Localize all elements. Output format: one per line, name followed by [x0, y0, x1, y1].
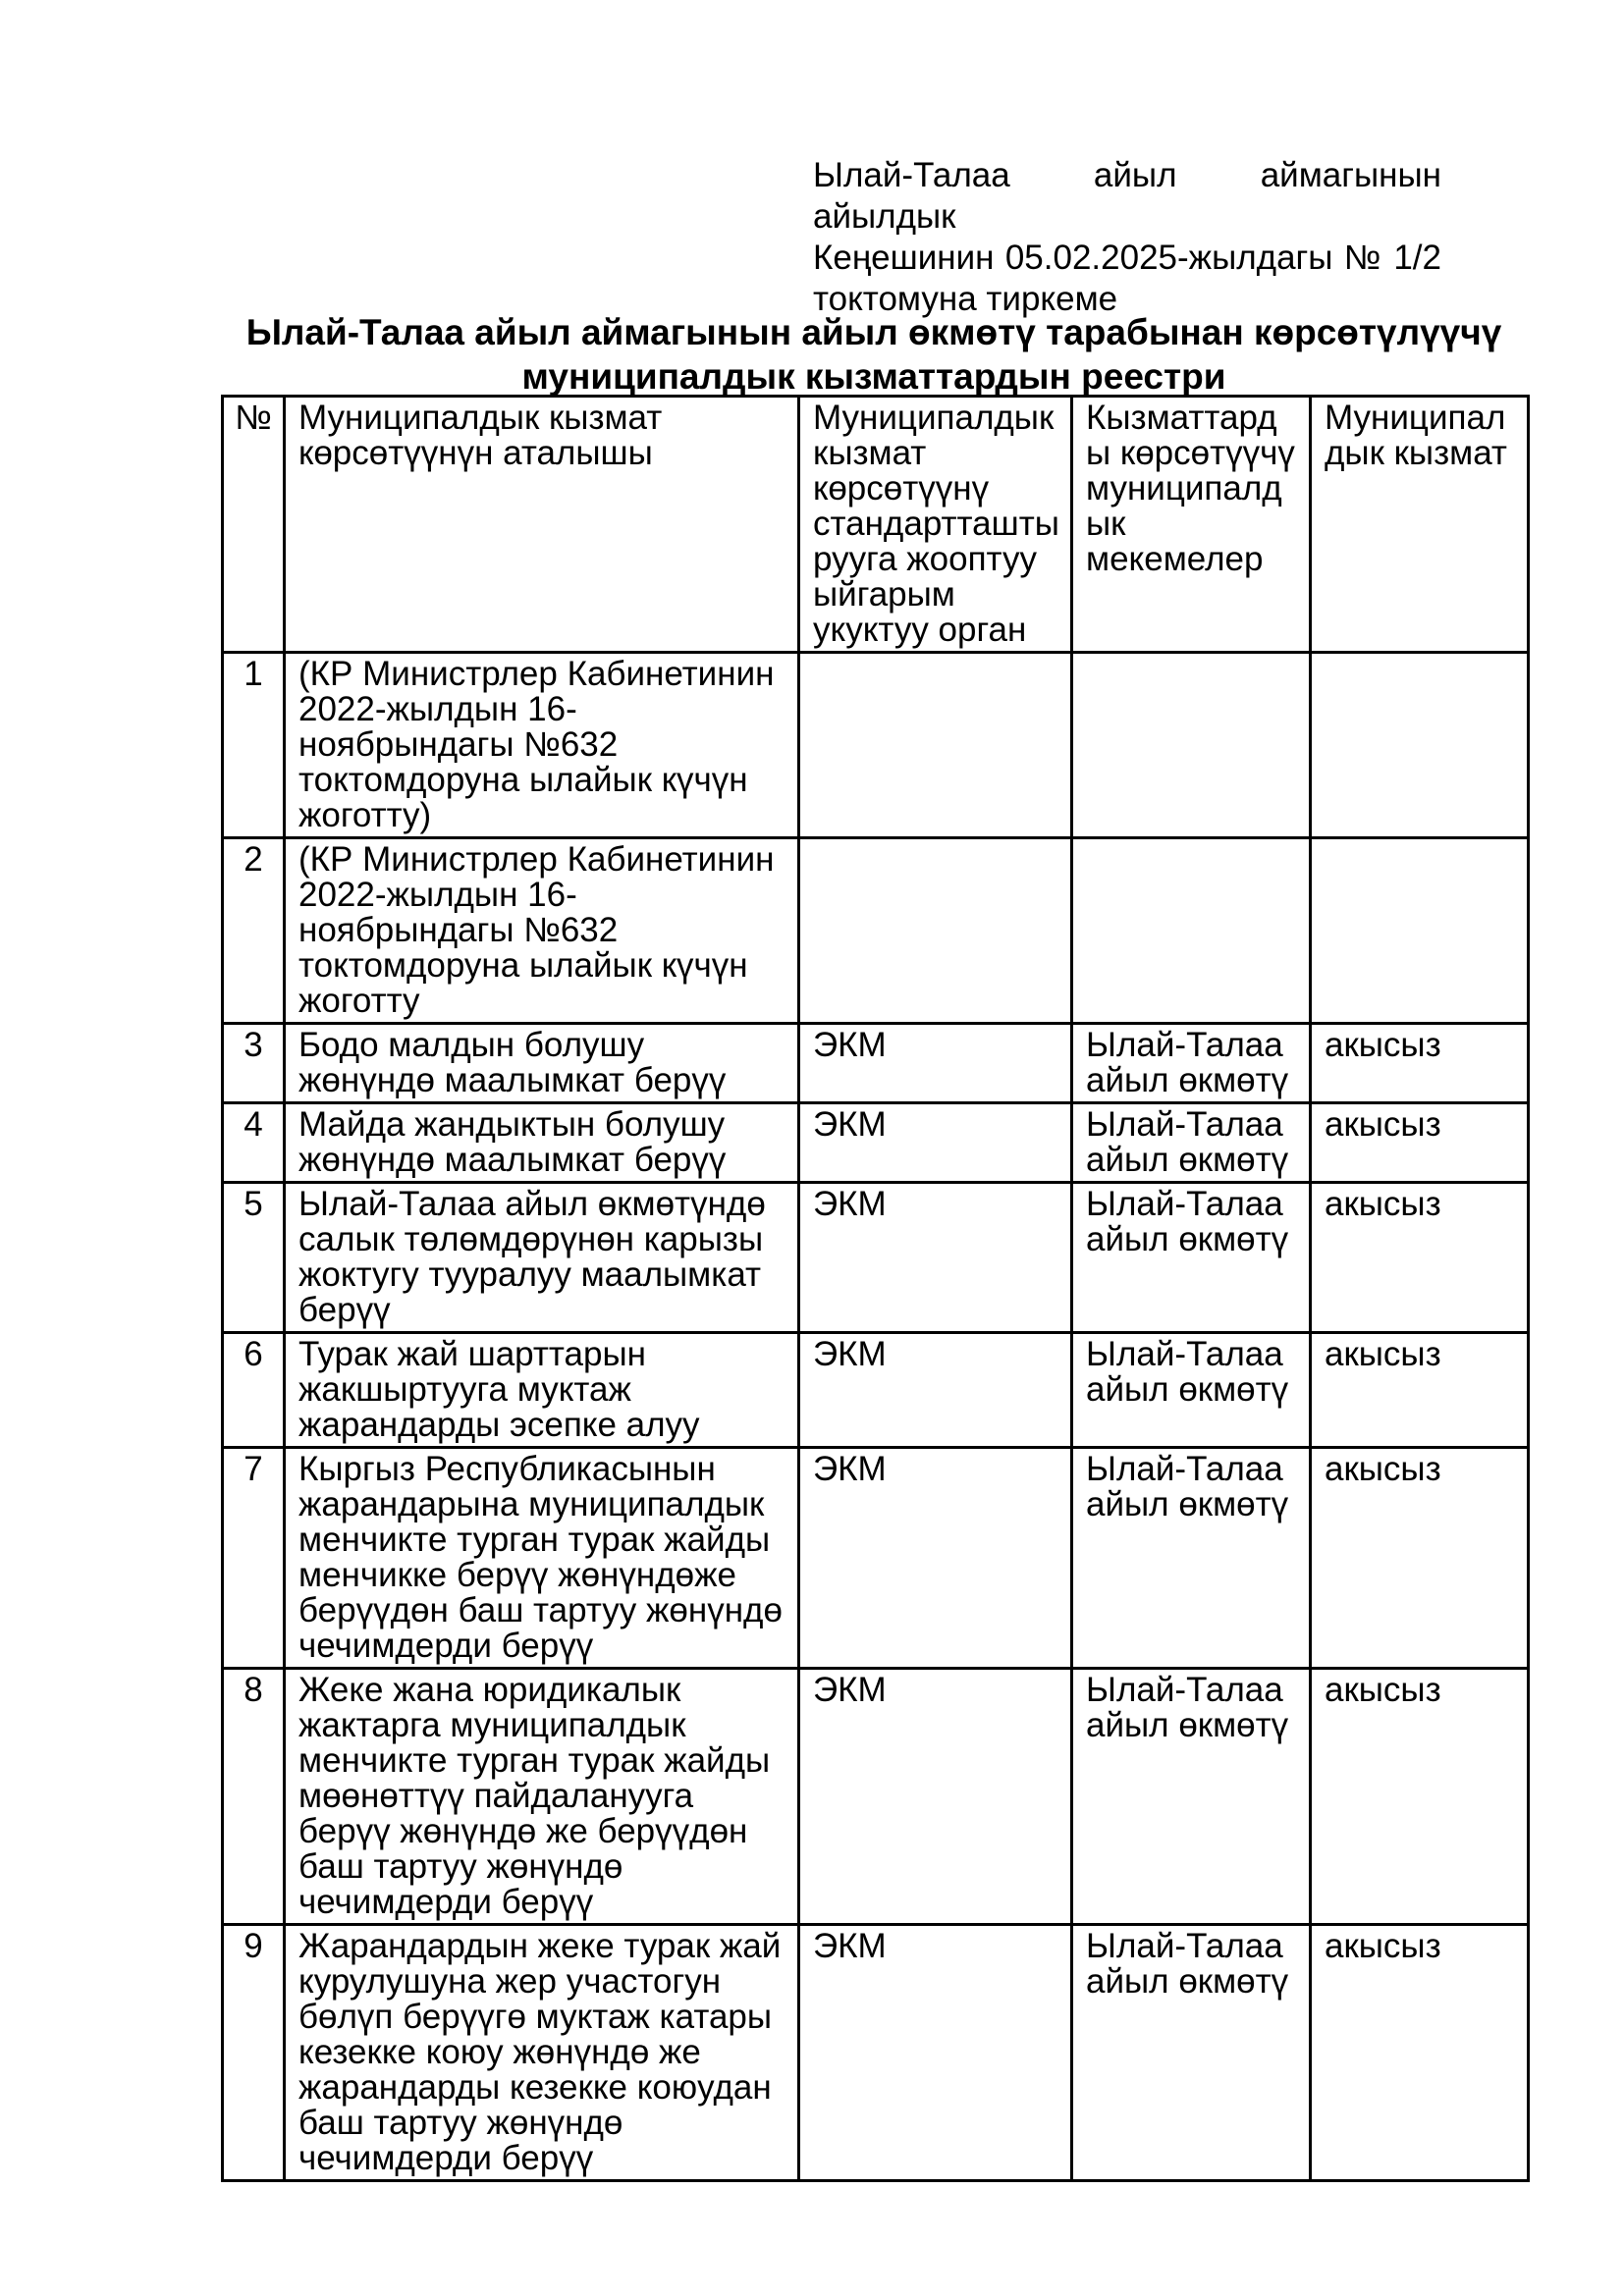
column-header-fee: Муниципалдык кызмат: [1311, 397, 1529, 653]
responsible-body-cell: ЭКМ: [799, 1183, 1072, 1333]
provider-cell: Ылай-Талаа айыл өкмөтү: [1072, 1333, 1311, 1448]
row-number-cell: 8: [223, 1669, 285, 1925]
provider-cell: Ылай-Талаа айыл өкмөтү: [1072, 1448, 1311, 1669]
provider-cell: Ылай-Талаа айыл өкмөтү: [1072, 1103, 1311, 1183]
responsible-body-cell: ЭКМ: [799, 1669, 1072, 1925]
table-row: [223, 838, 1529, 1024]
page-title: Ылай-Талаа айыл аймагынын айыл өкмөтү тарабынан көрсөтүлүүчү муниципалдык кызматтардын реестри: [245, 312, 1502, 397]
row-number-cell: 1: [223, 653, 285, 838]
responsible-body-cell: ЭКМ: [799, 1333, 1072, 1448]
fee-cell: акысыз: [1311, 1448, 1529, 1669]
fee-cell: акысыз: [1311, 1103, 1529, 1183]
table-row: [223, 1024, 1529, 1103]
service-name-cell: Кыргыз Республикасынын жарандарына муниципалдык менчикте турган турак жайды менчикке берүү жөнүндөже берүүдөн баш тартуу жөнүндө чечимдерди берүү: [285, 1448, 799, 1669]
fee-cell: акысыз: [1311, 1669, 1529, 1925]
provider-cell: Ылай-Талаа айыл өкмөтү: [1072, 1024, 1311, 1103]
service-name-cell: (КР Министрлер Кабинетинин 2022-жылдын 16-ноябрындагы №632 токтомдоруна ылайык күчүн жоготту): [285, 653, 799, 838]
provider-cell: Ылай-Талаа айыл өкмөтү: [1072, 1183, 1311, 1333]
municipal-services-table: [221, 395, 1530, 2182]
appendix-note-line: Ылай-Талаа айыл аймагынын айылдык: [813, 156, 1441, 236]
fee-cell: [1311, 653, 1529, 838]
row-number-cell: 2: [223, 838, 285, 1024]
table-row: [223, 653, 1529, 838]
responsible-body-cell: ЭКМ: [799, 1448, 1072, 1669]
appendix-note-line: Кеңешинин 05.02.2025-жылдагы № 1/2: [813, 239, 1441, 277]
service-name-cell: (КР Министрлер Кабинетинин 2022-жылдын 16-ноябрындагы №632 токтомдоруна ылайык күчүн жоготту: [285, 838, 799, 1024]
service-name-cell: Жеке жана юридикалык жактарга муниципалдык менчикте турган турак жайды мөөнөттүү пайдаланууга берүү жөнүндө же берүүдөн баш тартуу жөнүндө чечимдерди берүү: [285, 1669, 799, 1925]
fee-cell: акысыз: [1311, 1024, 1529, 1103]
fee-cell: акысыз: [1311, 1183, 1529, 1333]
responsible-body-cell: ЭКМ: [799, 1024, 1072, 1103]
service-name-cell: Жарандардын жеке турак жай курулушуна жер участогун бөлүп берүүгө муктаж катары кезекке коюу жөнүндө же жарандарды кезекке коюудан баш тартуу жөнүндө чечимдерди берүү: [285, 1925, 799, 2181]
row-number-cell: 6: [223, 1333, 285, 1448]
responsible-body-cell: ЭКМ: [799, 1103, 1072, 1183]
appendix-note-line: токтомуна тиркеме: [813, 280, 1118, 318]
service-name-cell: Турак жай шарттарын жакшыртууга муктаж жарандарды эсепке алуу: [285, 1333, 799, 1448]
row-number-cell: 7: [223, 1448, 285, 1669]
row-number-cell: 9: [223, 1925, 285, 2181]
fee-cell: акысыз: [1311, 1333, 1529, 1448]
provider-cell: [1072, 838, 1311, 1024]
service-name-cell: Ылай-Талаа айыл өкмөтүндө салык төлөмдөрүнөн карызы жоктугу тууралуу маалымкат берүү: [285, 1183, 799, 1333]
column-header-provider: Кызматтарды көрсөтүүчү муниципалдык мекемелер: [1072, 397, 1311, 653]
service-name-cell: Бодо малдын болушу жөнүндө маалымкат берүү: [285, 1024, 799, 1103]
table-header-row: [223, 397, 1529, 653]
column-header-service-name: Муниципалдык кызмат көрсөтүүнүн аталышы: [285, 397, 799, 653]
table-row: [223, 1103, 1529, 1183]
table-row: [223, 1925, 1529, 2181]
provider-cell: [1072, 653, 1311, 838]
provider-cell: Ылай-Талаа айыл өкмөтү: [1072, 1925, 1311, 2181]
table-row: [223, 1333, 1529, 1448]
column-header-responsible-body: Муниципалдык кызмат көрсөтүүнү стандартташтырууга жооптуу ыйгарым укуктуу орган: [799, 397, 1072, 653]
row-number-cell: 4: [223, 1103, 285, 1183]
column-header-number: №: [223, 397, 285, 653]
fee-cell: акысыз: [1311, 1925, 1529, 2181]
service-name-cell: Майда жандыктын болушу жөнүндө маалымкат берүү: [285, 1103, 799, 1183]
responsible-body-cell: [799, 838, 1072, 1024]
table-header-row: [223, 397, 1529, 653]
row-number-cell: 3: [223, 1024, 285, 1103]
appendix-note: [813, 155, 1441, 320]
provider-cell: Ылай-Талаа айыл өкмөтү: [1072, 1669, 1311, 1925]
table-row: [223, 1183, 1529, 1333]
responsible-body-cell: [799, 653, 1072, 838]
row-number-cell: 5: [223, 1183, 285, 1333]
fee-cell: [1311, 838, 1529, 1024]
table-row: [223, 1448, 1529, 1669]
responsible-body-cell: ЭКМ: [799, 1925, 1072, 2181]
table-row: [223, 1669, 1529, 1925]
